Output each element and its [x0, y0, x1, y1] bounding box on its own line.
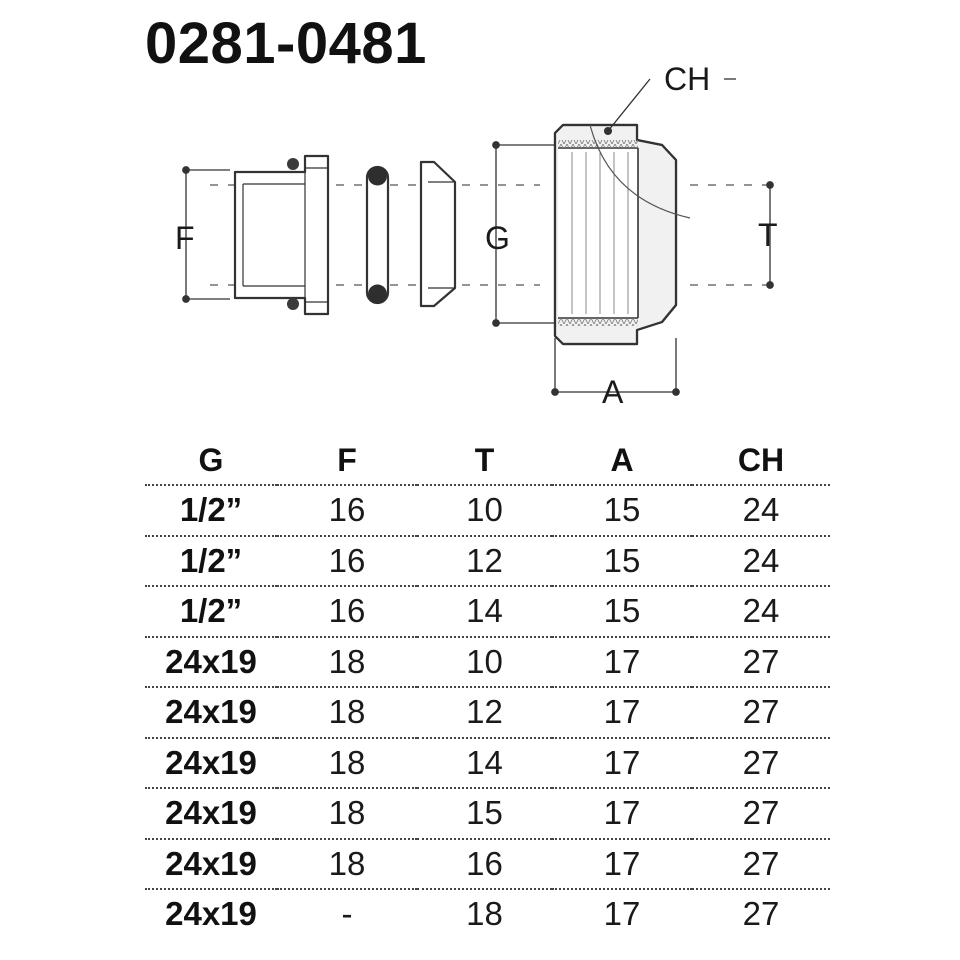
cell-t: 14 [417, 586, 552, 637]
cell-ch: 24 [692, 586, 830, 637]
cell-t: 12 [417, 687, 552, 738]
cell-ch: 24 [692, 536, 830, 587]
column-header-g: G [145, 436, 277, 485]
table-row [145, 839, 830, 890]
insert-o-ring-bottom [287, 298, 299, 310]
dimension-table [145, 436, 830, 939]
cell-a: 17 [552, 637, 692, 688]
column-header-f: F [277, 436, 417, 485]
cell-f: 16 [277, 485, 417, 536]
table-row [145, 637, 830, 688]
cell-f: 16 [277, 586, 417, 637]
column-header-ch: CH [692, 436, 830, 485]
cell-ch: 27 [692, 687, 830, 738]
cell-a: 17 [552, 788, 692, 839]
cell-g: 1/2” [145, 485, 277, 536]
cell-ch: 27 [742, 895, 780, 933]
product-code-title: 0281-0481 [145, 11, 427, 76]
table-row [145, 687, 830, 738]
cell-t: 15 [417, 788, 552, 839]
cell-t: 18 [466, 895, 503, 933]
cell-a: 15 [552, 536, 692, 587]
cell-g: 24x19 [145, 738, 277, 789]
cell-f: 18 [277, 738, 417, 789]
label-t: T [758, 217, 778, 253]
table-row [145, 889, 830, 939]
table-row [145, 536, 830, 587]
cell-g: 24x19 [165, 895, 257, 933]
cell-t: 10 [417, 485, 552, 536]
cell-a: 17 [603, 895, 641, 933]
table-row [145, 738, 830, 789]
cell-f: 18 [277, 788, 417, 839]
label-g: G [485, 220, 510, 256]
cell-f: 18 [277, 839, 417, 890]
cell-t: 10 [417, 637, 552, 688]
cell-t: 14 [417, 738, 552, 789]
table-row [145, 586, 830, 637]
cell-f: 16 [277, 536, 417, 587]
tailpiece-insert [235, 156, 328, 314]
compression-ring [421, 162, 455, 306]
cell-ch: 27 [692, 738, 830, 789]
cell-a: 17 [552, 738, 692, 789]
cell-ch: 27 [692, 788, 830, 839]
cell-ch: 27 [692, 839, 830, 890]
label-ch: CH [664, 61, 711, 97]
table-row [145, 485, 830, 536]
cell-t: 12 [417, 536, 552, 587]
label-a: A [602, 374, 624, 410]
cell-t: 16 [417, 839, 552, 890]
compression-nut [555, 125, 690, 344]
cell-a: 17 [552, 839, 692, 890]
cell-g: 24x19 [145, 637, 277, 688]
cell-a: 17 [552, 687, 692, 738]
cell-ch: 24 [692, 485, 830, 536]
o-ring-seal [367, 167, 388, 304]
cell-a: 15 [552, 586, 692, 637]
table-header-row [145, 436, 830, 485]
fitting-technical-drawing [0, 0, 960, 420]
insert-o-ring-top [287, 158, 299, 170]
cell-f: 18 [277, 687, 417, 738]
label-f: F [175, 220, 195, 256]
cell-ch: 27 [692, 637, 830, 688]
cell-f: 18 [277, 637, 417, 688]
cell-g: 24x19 [145, 839, 277, 890]
cell-g: 1/2” [145, 586, 277, 637]
cell-a: 15 [552, 485, 692, 536]
cell-f: - [341, 895, 353, 933]
column-header-t: T [417, 436, 552, 485]
cell-g: 24x19 [145, 687, 277, 738]
table-row [145, 788, 830, 839]
cell-g: 24x19 [145, 788, 277, 839]
cell-g: 1/2” [145, 536, 277, 587]
column-header-a: A [552, 436, 692, 485]
